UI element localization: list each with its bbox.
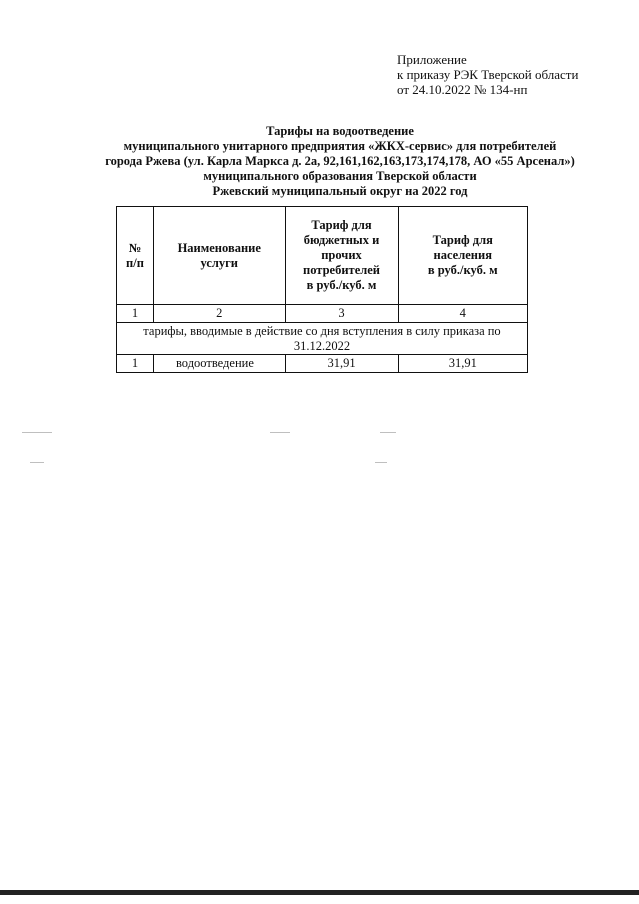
period-line-2: 31.12.2022: [293, 338, 351, 353]
appendix-line-3: от 24.10.2022 № 134-нп: [397, 82, 528, 97]
header-population-line: в руб./куб. м: [427, 263, 498, 277]
table-row: [117, 355, 528, 373]
header-service-line: Наименование: [177, 240, 261, 255]
column-number-cell: 3: [285, 305, 398, 323]
appendix-line-1: Приложение: [397, 52, 467, 67]
row-service-name: водоотведение: [153, 355, 285, 373]
table-header-row: [117, 207, 528, 305]
title-line-2: муниципального унитарного предприятия «ЖКХ-сервис» для потребителей: [123, 139, 557, 153]
header-budget-line: потребителей: [303, 263, 380, 277]
period-row: [117, 323, 528, 355]
column-number-row: [117, 305, 528, 323]
title-line-4: муниципального образования Тверской области: [203, 169, 477, 183]
header-budget-line: прочих: [321, 248, 362, 262]
header-tariff-population: [398, 207, 527, 305]
header-service-name: [153, 207, 285, 305]
scan-artifact: [380, 432, 396, 433]
header-population-line: населения: [433, 248, 492, 262]
column-number-cell: 4: [398, 305, 527, 323]
row-tariff-budget: 31,91: [285, 355, 398, 373]
header-service-line: услуги: [200, 255, 239, 270]
header-tariff-budget: [285, 207, 398, 305]
column-number-cell: 2: [153, 305, 285, 323]
title-line-3: города Ржева (ул. Карла Маркса д. 2а, 92,161,162,163,173,174,178, АО «55 Арсенал»): [105, 154, 575, 168]
scan-artifact: [22, 432, 52, 433]
appendix-line-2: к приказу РЭК Тверской области: [397, 67, 579, 82]
document-title: [80, 124, 600, 199]
scan-bottom-edge: [0, 890, 639, 895]
row-number: 1: [117, 355, 154, 373]
header-budget-line: Тариф для: [311, 218, 372, 232]
row-tariff-population: 31,91: [398, 355, 527, 373]
header-budget-line: бюджетных и: [303, 233, 380, 247]
scan-artifact: [375, 462, 387, 463]
period-line-1: тарифы, вводимые в действие со дня вступления в силу приказа по: [143, 323, 501, 338]
period-cell: [117, 323, 528, 355]
column-number-cell: 1: [117, 305, 154, 323]
header-number-line: №: [128, 240, 142, 255]
scan-artifact: [30, 462, 44, 463]
header-budget-line: в руб./куб. м: [306, 278, 377, 292]
title-line-5: Ржевский муниципальный округ на 2022 год: [212, 184, 468, 198]
appendix-header: [397, 52, 578, 97]
header-number-line: п/п: [126, 255, 144, 270]
title-line-1: Тарифы на водоотведение: [266, 124, 414, 138]
header-number: [117, 207, 154, 305]
tariff-table: [116, 206, 528, 373]
header-population-line: Тариф для: [432, 233, 493, 247]
scan-artifact: [270, 432, 290, 433]
